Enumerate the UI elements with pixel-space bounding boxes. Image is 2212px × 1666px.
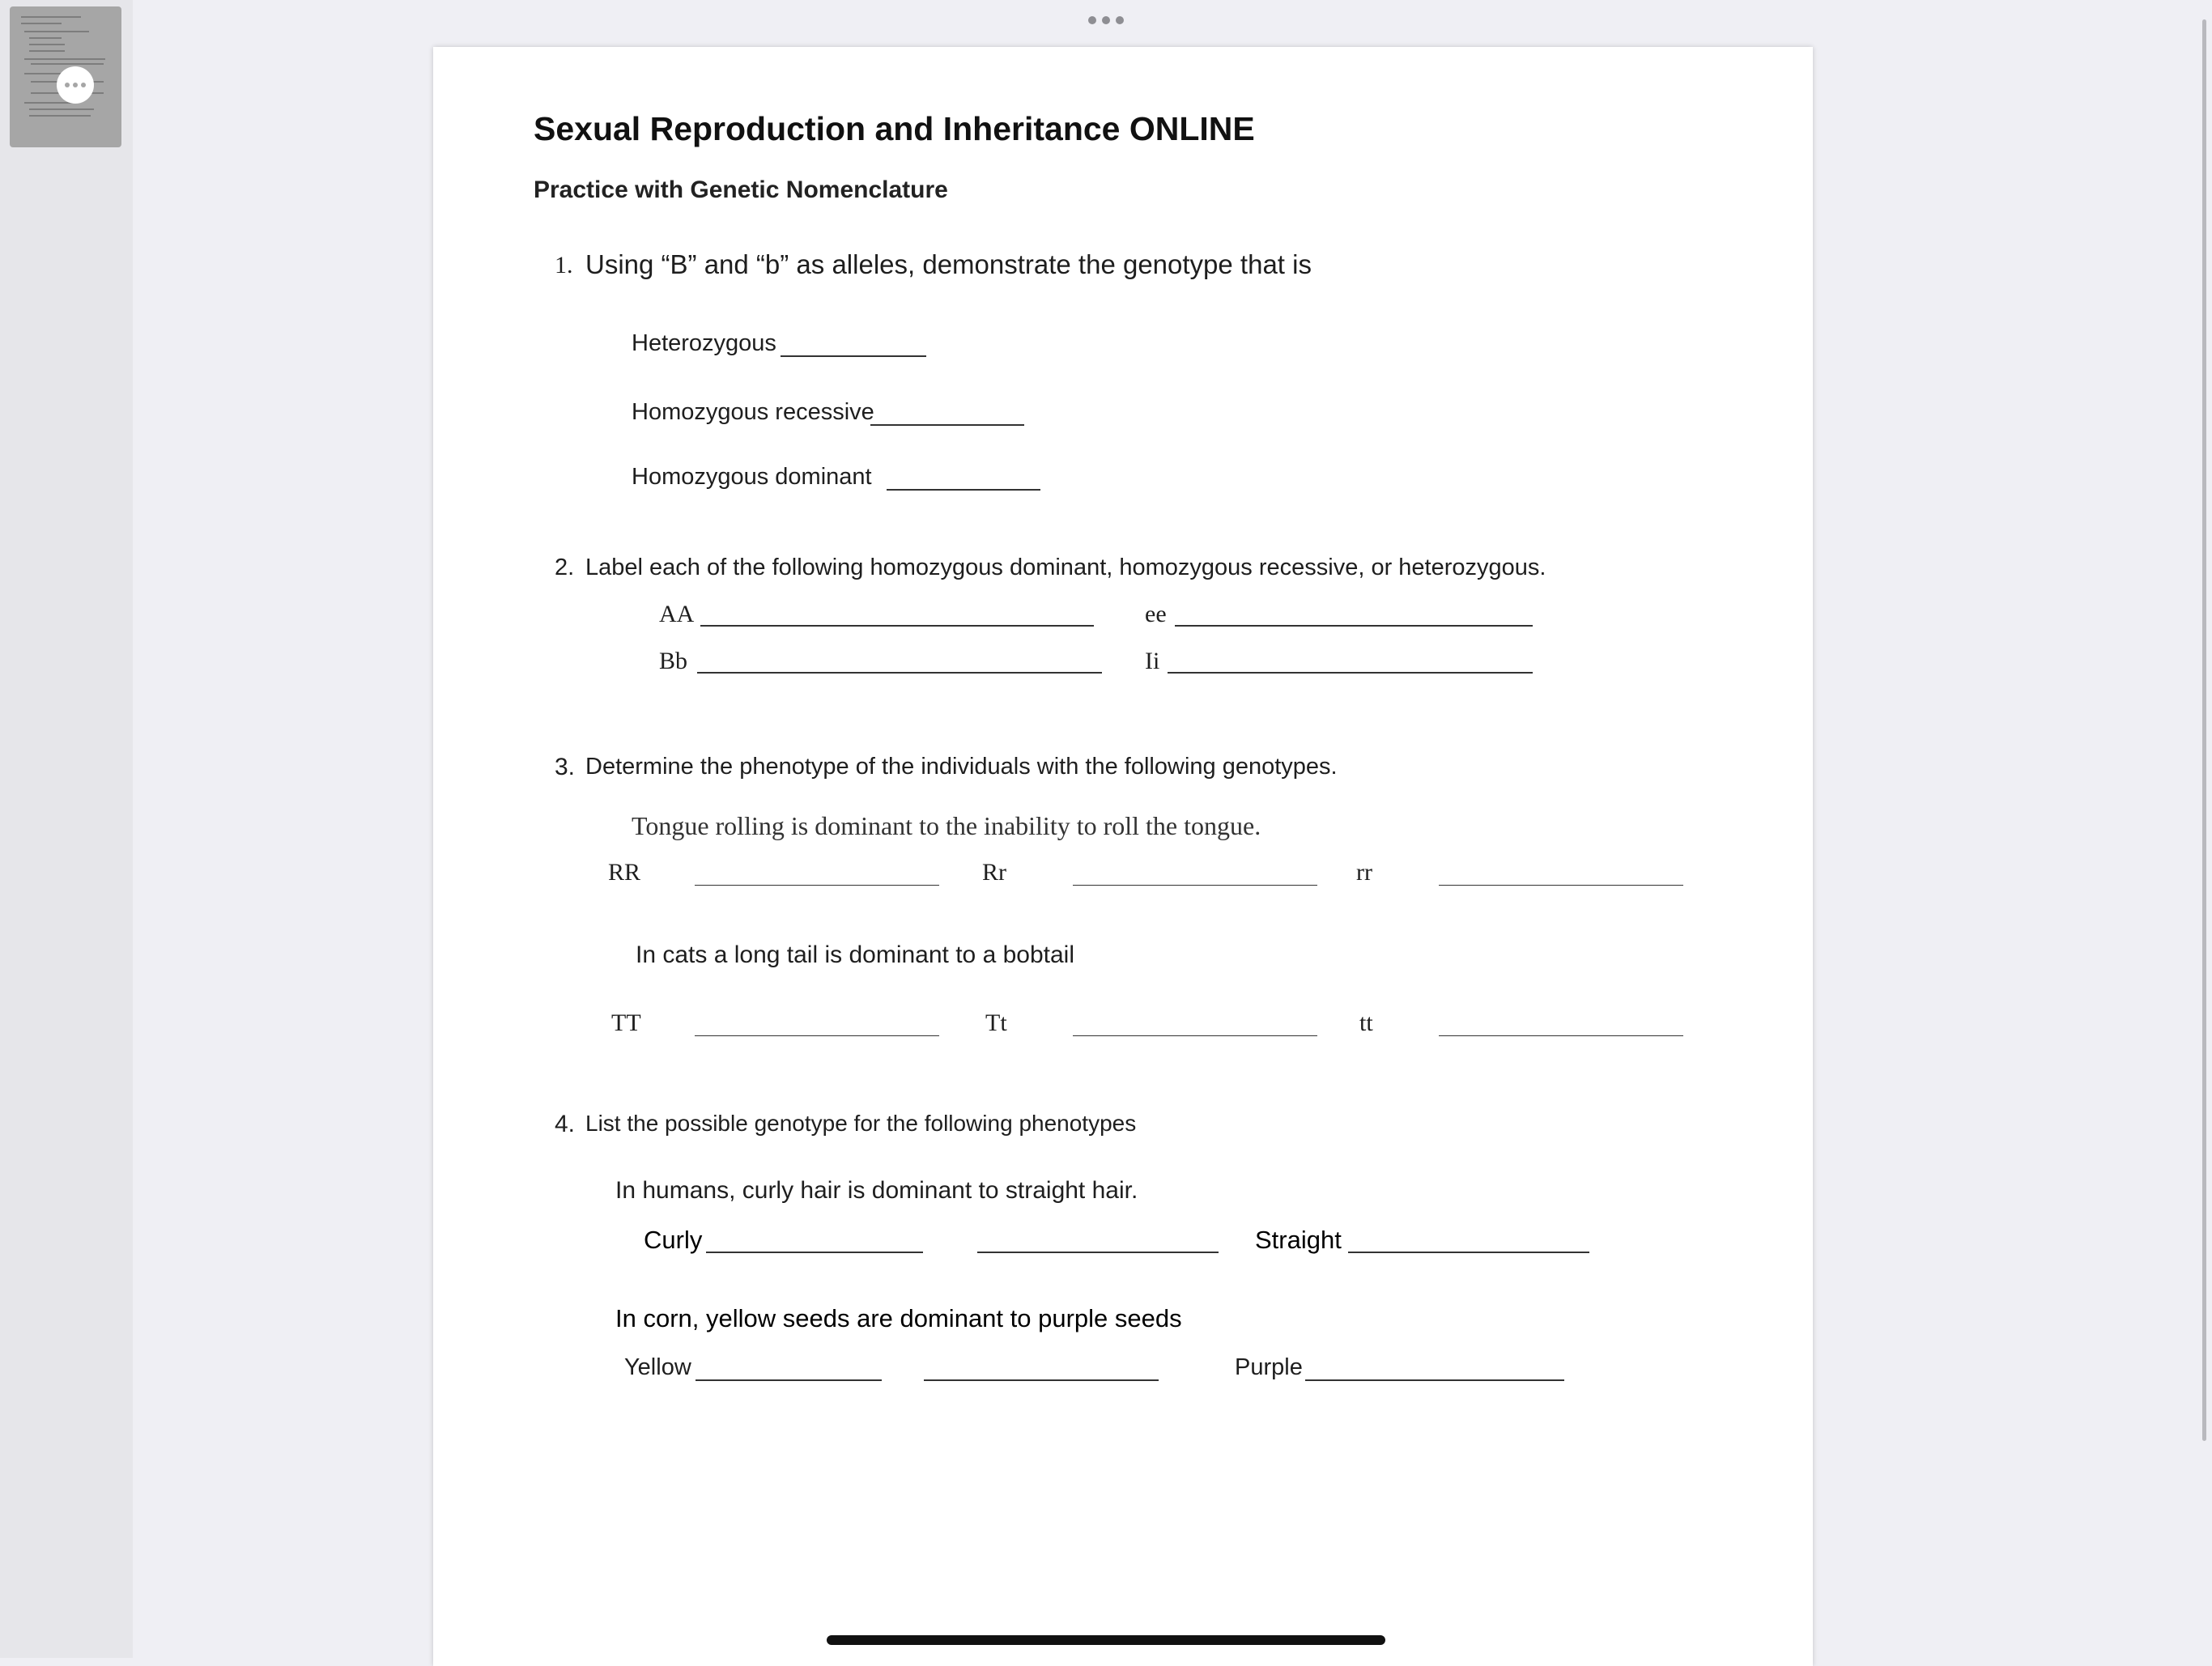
sub-question-text: In cats a long tail is dominant to a bobtail	[636, 941, 1074, 968]
answer-blank[interactable]	[1073, 885, 1317, 886]
answer-blank[interactable]	[1439, 885, 1683, 886]
page-thumbnail[interactable]	[10, 6, 121, 147]
answer-blank[interactable]	[870, 424, 1024, 426]
answer-label: RR	[608, 859, 641, 886]
answer-label: rr	[1356, 859, 1372, 886]
answer-label: Heterozygous	[632, 330, 776, 356]
answer-label: tt	[1359, 1009, 1373, 1036]
answer-blank[interactable]	[695, 885, 939, 886]
answer-label: TT	[611, 1009, 641, 1036]
answer-blank[interactable]	[1073, 1035, 1317, 1036]
answer-blank[interactable]	[695, 1035, 939, 1036]
sub-question-text: In humans, curly hair is dominant to straight hair.	[615, 1177, 1138, 1204]
answer-blank[interactable]	[1348, 1252, 1589, 1253]
sub-question-text: In corn, yellow seeds are dominant to purple seeds	[615, 1304, 1182, 1332]
answer-blank[interactable]	[781, 355, 926, 357]
question-text: Determine the phenotype of the individuals with the following genotypes.	[585, 754, 1338, 780]
answer-label: Homozygous dominant	[632, 464, 872, 490]
question-number: 1.	[555, 252, 573, 278]
answer-blank[interactable]	[696, 1379, 882, 1381]
answer-blank[interactable]	[1168, 672, 1533, 674]
question-text: Label each of the following homozygous dominant, homozygous recessive, or heterozygous.	[585, 555, 1546, 580]
answer-label: Yellow	[624, 1354, 691, 1380]
question-text: List the possible genotype for the following phenotypes	[585, 1111, 1137, 1136]
home-indicator[interactable]	[827, 1635, 1385, 1645]
question-text: Using “B” and “b” as alleles, demonstrate the genotype that is	[585, 249, 1312, 279]
answer-label: Straight	[1255, 1226, 1342, 1254]
answer-label: Bb	[659, 648, 688, 674]
answer-label: Tt	[985, 1009, 1007, 1036]
scrollbar[interactable]	[2202, 19, 2206, 1441]
answer-label: Purple	[1235, 1354, 1303, 1380]
answer-blank[interactable]	[1175, 625, 1533, 627]
page-subtitle: Practice with Genetic Nomenclature	[534, 176, 948, 203]
page-title: Sexual Reproduction and Inheritance ONLINE	[534, 110, 1255, 147]
answer-label: AA	[659, 601, 695, 627]
answer-label: Homozygous recessive	[632, 399, 874, 425]
question-number: 3.	[555, 754, 576, 780]
answer-blank[interactable]	[700, 625, 1094, 627]
answer-label: ee	[1145, 601, 1167, 627]
answer-blank[interactable]	[924, 1379, 1159, 1381]
more-options-icon[interactable]	[57, 66, 94, 104]
answer-label: Curly	[644, 1226, 703, 1254]
more-options-icon[interactable]	[1088, 15, 1124, 26]
answer-label: Rr	[982, 859, 1006, 886]
question-number: 4.	[555, 1111, 576, 1137]
answer-blank[interactable]	[887, 489, 1040, 491]
answer-blank[interactable]	[1305, 1379, 1564, 1381]
answer-blank[interactable]	[706, 1252, 923, 1253]
answer-blank[interactable]	[977, 1252, 1219, 1253]
question-number: 2.	[555, 555, 575, 580]
sub-question-text: Tongue rolling is dominant to the inability to roll the tongue.	[632, 811, 1261, 840]
document-page	[433, 47, 1813, 1666]
thumbnail-sidebar	[0, 0, 133, 1658]
answer-blank[interactable]	[1439, 1035, 1683, 1036]
answer-blank[interactable]	[697, 672, 1102, 674]
answer-label: Ii	[1145, 648, 1160, 674]
